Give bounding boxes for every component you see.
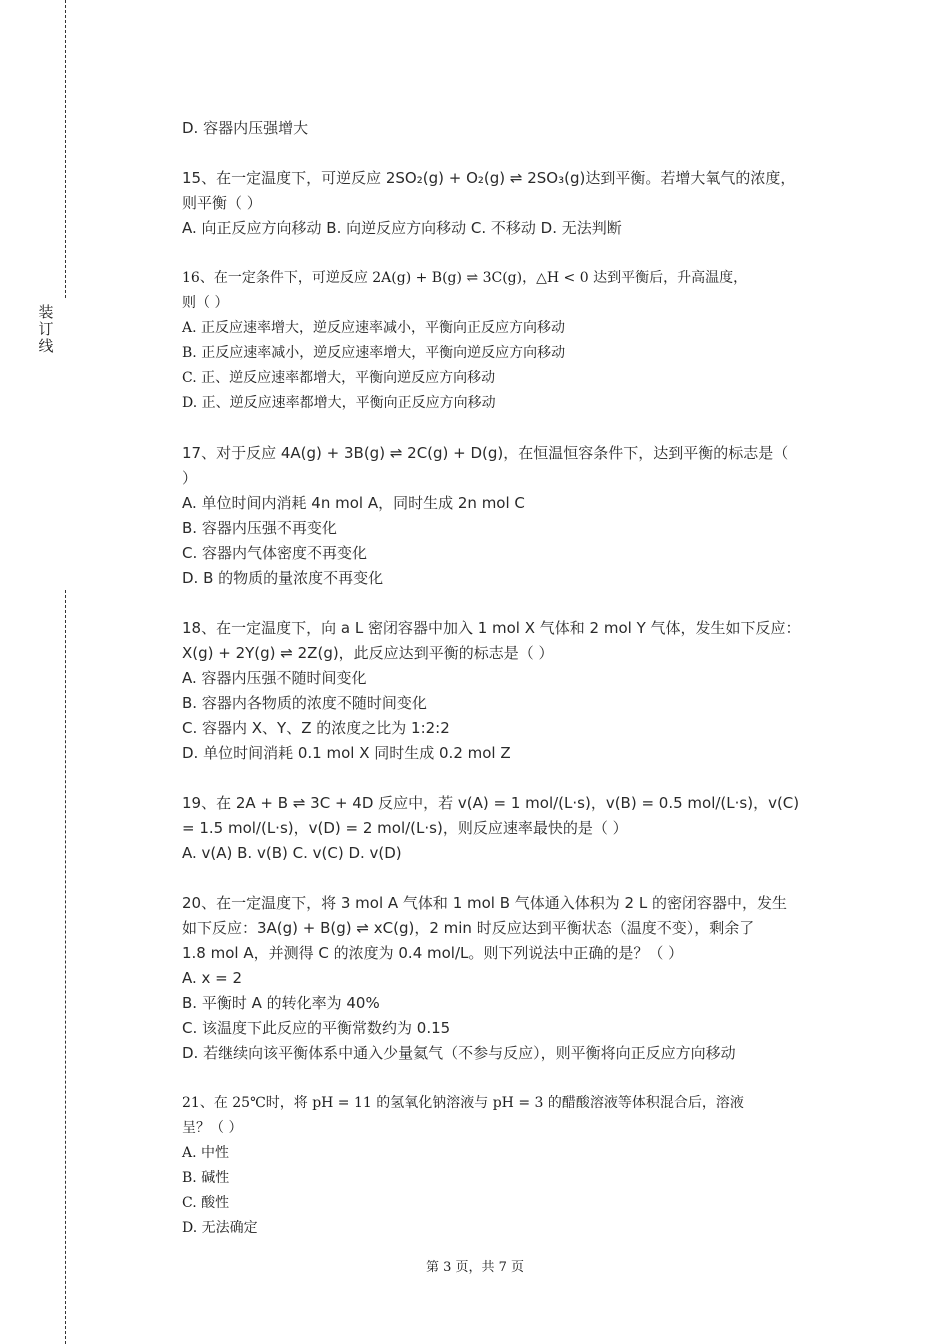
q17-option-d: D. B 的物质的量浓度不再变化 [182,569,384,587]
binding-char: 订 [38,320,54,338]
q15-stem: 15、在一定温度下，可逆反应 2SO₂(g) + O₂(g) ⇌ 2SO₃(g)达到平衡。若增大氧气的浓度， [182,169,796,187]
question-19 [182,791,842,866]
q19-stem: = 1.5 mol/(L·s)，v(D) = 2 mol/(L·s)，则反应速率最快的是（ ） [182,819,628,837]
q18-option-a: A. 容器内压强不随时间变化 [182,669,367,687]
q18-option-b: B. 容器内各物质的浓度不随时间变化 [182,694,427,712]
question-17 [182,441,842,591]
q16-option-b: B. 正反应速率减小，逆反应速率增大，平衡向逆反应方向移动 [182,345,566,361]
q20-option-c: C. 该温度下此反应的平衡常数约为 0.15 [182,1019,451,1037]
question-20 [182,891,842,1066]
q16-stem: 则（ ） [182,295,229,311]
question-18 [182,616,842,766]
q16-option-a: A. 正反应速率增大，逆反应速率减小，平衡向正反应方向移动 [182,320,566,336]
q21-option-c: C. 酸性 [182,1195,230,1211]
q17-stem: 17、对于反应 4A(g) + 3B(g) ⇌ 2C(g) + D(g)，在恒温恒容条件下，达到平衡的标志是（ [182,444,789,462]
question-15 [182,166,842,241]
q20-option-a: A. x = 2 [182,969,243,987]
q21-option-d: D. 无法确定 [182,1220,258,1236]
q18-option-d: D. 单位时间消耗 0.1 mol X 同时生成 0.2 mol Z [182,744,511,762]
q18-option-c: C. 容器内 X、Y、Z 的浓度之比为 1:2:2 [182,719,450,737]
q21-stem: 21、在 25℃时，将 pH = 11 的氢氧化钠溶液与 pH = 3 的醋酸溶液等体积混合后，溶液 [182,1095,744,1111]
q20-stem: 20、在一定温度下，将 3 mol A 气体和 1 mol B 气体通入体积为 2 L 的密闭容器中，发生 [182,894,787,912]
q20-option-d: D. 若继续向该平衡体系中通入少量氦气（不参与反应），则平衡将向正反应方向移动 [182,1044,736,1062]
q14-option-d: D. 容器内压强增大 [182,119,309,137]
q17-stem: ） [182,469,198,487]
binding-label [36,304,56,355]
q16-stem: 16、在一定条件下，可逆反应 2A(g) + B(g) ⇌ 3C(g)，△H < 0 达到平衡后，升高温度， [182,270,748,286]
q21-stem: 呈？（ ） [182,1120,243,1136]
q19-options: A. v(A) B. v(B) C. v(C) D. v(D) [182,844,402,862]
question-21 [182,1091,842,1241]
page-content [182,116,842,1241]
q17-option-a: A. 单位时间内消耗 4n mol A，同时生成 2n mol C [182,494,525,512]
binding-line-bottom [65,590,66,1344]
q15-options: A. 向正反应方向移动 B. 向逆反应方向移动 C. 不移动 D. 无法判断 [182,219,622,237]
q16-option-c: C. 正、逆反应速率都增大，平衡向逆反应方向移动 [182,370,496,386]
q20-stem: 如下反应：3A(g) + B(g) ⇌ xC(g)，2 min 时反应达到平衡状态（温度不变），剩余了 [182,919,755,937]
q20-option-b: B. 平衡时 A 的转化率为 40% [182,994,380,1012]
q21-option-a: A. 中性 [182,1145,230,1161]
q18-stem: X(g) + 2Y(g) ⇌ 2Z(g)，此反应达到平衡的标志是（ ） [182,644,554,662]
q18-stem: 18、在一定温度下，向 a L 密闭容器中加入 1 mol X 气体和 2 mol Y 气体，发生如下反应： [182,619,801,637]
question-16 [182,266,842,416]
q17-option-c: C. 容器内气体密度不再变化 [182,544,368,562]
q19-stem: 19、在 2A + B ⇌ 3C + 4D 反应中，若 v(A) = 1 mol/(L·s)，v(B) = 0.5 mol/(L·s)，v(C) [182,794,800,812]
binding-line-top [65,0,66,298]
page-footer: 第 3 页，共 7 页 [425,1260,525,1275]
binding-char: 线 [38,337,54,355]
binding-char: 装 [38,303,54,321]
q17-option-b: B. 容器内压强不再变化 [182,519,337,537]
q20-stem: 1.8 mol A，并测得 C 的浓度为 0.4 mol/L。则下列说法中正确的是？（ ） [182,944,684,962]
q15-stem: 则平衡（ ） [182,194,262,212]
q21-option-b: B. 碱性 [182,1170,230,1186]
q16-option-d: D. 正、逆反应速率都增大，平衡向正反应方向移动 [182,395,496,411]
